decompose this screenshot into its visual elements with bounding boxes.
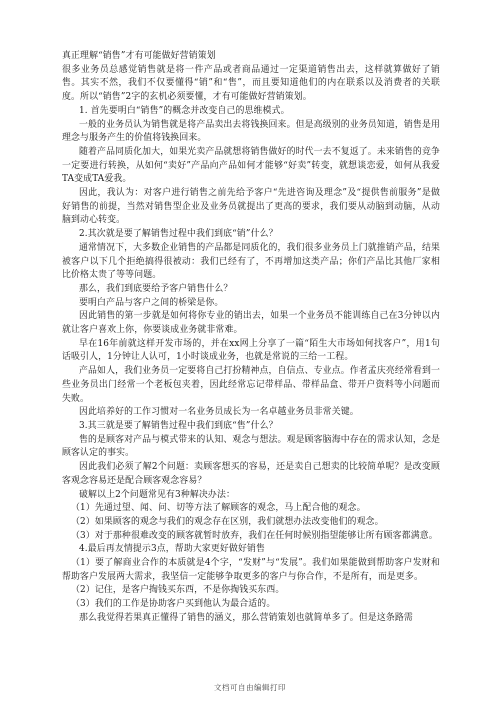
document-paragraph: （2）记住，是客户掏钱买东西，不是你掏钱买东西。	[71, 585, 285, 596]
document-paragraph: 1. 首先要明白“销售”的概念并改变自己的思维模式。	[79, 105, 290, 116]
document-body	[62, 50, 440, 626]
document-paragraph: 破解以上2个问题常见有3种解决办法：	[79, 489, 235, 500]
document-paragraph: 很多业务员总感觉销售就是将一件产品或者商品通过一定渠道销售出去，这样就算做好了销售。其实不然，我们不仅要懂得“销”和“售”，而且要知道他们的内在联系以及消费者的关联度。所以“销售”2字的玄机必须要懂，才有可能做好营销策划。	[62, 64, 440, 103]
document-paragraph: 那么，我们到底要给予客户销售什么？	[79, 283, 233, 294]
document-paragraph: 因此我们必须了解2个问题：卖顾客想买的容易，还是卖自己想卖的比较简单呢？是改变顾客观念容易还是配合顾客观念容易？	[62, 462, 440, 486]
document-paragraph: 因此销售的第一步就是如何将你专业的销出去，如果一个业务员不能训练自己在3分钟以内就让客户喜欢上你，你要谈成业务就非常难。	[62, 311, 440, 336]
document-paragraph: 因此培养好的工作习惯对一名业务员成长为一名卓越业务员非常关键。	[79, 407, 359, 418]
document-title: 真正理解“销售”才有可能做好营销策划	[62, 51, 216, 61]
document-paragraph: （3）我们的工作是协助客户买到他认为最合适的。	[71, 599, 276, 610]
document-paragraph: 2.其次就是要了解销售过程中我们到底“销”什么？	[79, 229, 278, 240]
document-paragraph: 那么我觉得若果真正懂得了销售的涵义，那么营销策划也就简单多了。但是这条路需	[79, 612, 413, 623]
document-paragraph: 因此，我认为：对客户进行销售之前先给予客户“先进咨询及理念”及“提供售前服务”是做好销售的前提，当然对销售型企业及业务员就提出了更高的要求，我们要从动脑到动脑，从动脑到动心转变。	[62, 188, 440, 226]
document-paragraph: 售的是顾客对产品与模式带来的认知、观念与想法。观是顾客脑海中存在的需求认知，念是顾客认定的事实。	[62, 434, 440, 459]
document-paragraph: 一般的业务员认为销售就是将产品卖出去将钱换回来。但是高级别的业务员知道，销售是用理念与服务产生的价值将钱换回来。	[62, 119, 440, 144]
page-footer: 文档可自由编辑打印	[214, 683, 286, 692]
document-paragraph: （2）如果顾客的观念与我们的观念存在区别，我们就想办法改变他们的观念。	[71, 516, 384, 527]
document-paragraph: 随着产品同质化加大，如果光卖产品就想将销售做好的时代一去不复返了。未来销售的竞争一定要进行转换，从如何“卖好”产品向产品如何才能够“好卖”转变，就想谈恋爱，如何从我爱TA变成TA爱我。	[62, 146, 440, 185]
document-paragraph: （3）对于那种很难改变的顾客就暂时放弃，我们在任何时候别指望能够让所有顾客都满意。	[71, 530, 438, 541]
document-paragraph: （1）先通过望、闻、问、切等方法了解顾客的观念，马上配合他的观念。	[71, 503, 366, 514]
document-paragraph: 通常情况下，大多数企业销售的产品都是同质化的，我们很多业务员上门就推销产品，结果被客户以下几个拒绝搞得很被动：我们已经有了，不再增加这类产品；你们产品比其他厂家相比价格太贵了等等问题。	[62, 242, 440, 281]
document-paragraph: 产品如人，我们业务员一定要将自己打扮精神点，自信点、专业点。作者孟庆亮经常看到一些业务员出门经常一个老板包夹着，因此经常忘记带样品、带样品盒、带开户资料等小问题而失败。	[62, 366, 440, 404]
document-paragraph: 3.其三就是要了解销售过程中我们到底“售”什么？	[79, 420, 278, 431]
document-paragraph: （1）要了解商业合作的本质就是4个字，“发财”与“发展”。我们如果能做到帮助客户发财和帮助客户发展两大需求，我坚信一定能够争取更多的客户与你合作，不是所有，而是更多。	[62, 558, 440, 582]
document-paragraph: 4.最后再友情提示3点，帮助大家更好做好销售	[79, 544, 266, 555]
document-paragraph: 早在16年前就这样开发市场的，并在xx网上分享了一篇“陌生大市场如何找客户”，用1句话吸引人，1分钟让人认可，1小时谈成业务，也就是常说的三给一工程。	[62, 338, 440, 363]
document-paragraph: 要明白产品与客户之间的桥梁是你。	[79, 297, 224, 308]
